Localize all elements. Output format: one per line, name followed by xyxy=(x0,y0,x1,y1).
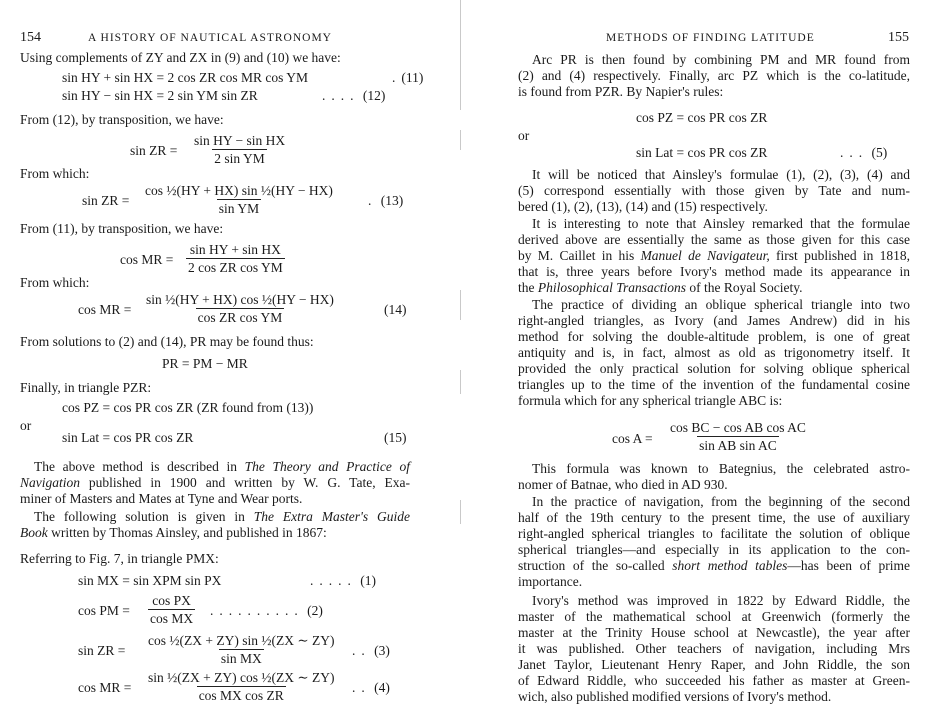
denominator: sin AB sin AC xyxy=(699,438,777,453)
left-page xyxy=(0,0,460,714)
fraction xyxy=(143,183,335,216)
text-line: that is, three years before Ivory's method made its appearance in xyxy=(518,264,910,279)
text-line: From (11), by transposition, we have: xyxy=(20,221,224,236)
text-line: Navigation published in 1900 and written by W. G. Tate, Exa- xyxy=(20,475,410,490)
text-line: In the practice of navigation, from the beginning of the second xyxy=(532,494,910,509)
numerator: sin ½(ZX + ZY) cos ½(ZX ∼ ZY) xyxy=(148,670,335,685)
equation-number: (15) xyxy=(384,430,407,445)
text-line: From which: xyxy=(20,275,90,290)
fraction xyxy=(186,242,285,275)
equation-number: .... (12) xyxy=(322,88,386,103)
equation: sin Lat = cos PR cos ZR xyxy=(636,145,768,160)
text-line: Ivory's method was improved in 1822 by Edward Riddle, the xyxy=(532,593,910,608)
text-line: importance. xyxy=(518,574,583,589)
text-line: by M. Caillet in his Manuel de Navigateur, first published in 1818, xyxy=(518,248,911,263)
paragraph xyxy=(518,593,910,705)
fraction xyxy=(144,292,336,325)
text-line: is found from PZR. By Napier's rules: xyxy=(518,84,724,99)
text-line: Referring to Fig. 7, in triangle PMX: xyxy=(20,551,219,566)
text-line: bered (1), (2), (13), (14) and (15) respectively. xyxy=(518,199,768,214)
equation: cos PZ = cos PR cos ZR (ZR found from (13)) xyxy=(62,400,314,415)
text-line: Finally, in triangle PZR: xyxy=(20,380,152,395)
denominator: sin MX xyxy=(220,651,262,666)
equation-lhs: cos MR = xyxy=(78,302,132,317)
text-line: Arc PR is then found by combining PM and MR found from xyxy=(532,52,910,67)
equation-number: .......... (2) xyxy=(210,603,323,618)
running-head: METHODS OF FINDING LATITUDE xyxy=(606,32,815,44)
text-line: or xyxy=(518,128,530,143)
fraction xyxy=(146,633,337,666)
text-line: derived above are essentially the same as those given for this case xyxy=(518,232,910,247)
paragraph xyxy=(20,459,410,507)
text-line: From (12), by transposition, we have: xyxy=(20,112,224,127)
denominator: 2 sin YM xyxy=(214,151,265,166)
text-line: miner of Masters and Mates at Tyne and Wear ports. xyxy=(20,491,303,506)
numerator: sin HY + sin HX xyxy=(189,242,281,257)
paragraph xyxy=(518,461,910,493)
equation: sin MX = sin XPM sin PX xyxy=(78,573,222,588)
equation-lhs: sin ZR = xyxy=(130,143,178,158)
equation-number: ..... (1) xyxy=(310,573,376,588)
text-line: struction of the so-called short method tables—has been of prime xyxy=(518,558,910,573)
paragraph xyxy=(518,494,910,590)
text-line: the Philosophical Transactions of the Royal Society. xyxy=(518,280,803,295)
text-line: It is interesting to note that Ainsley remarked that the formulae xyxy=(532,216,910,231)
equation-number: ... (5) xyxy=(840,145,888,160)
text-line: or xyxy=(20,418,32,433)
text-line: This formula was known to Bategnius, the celebrated astro- xyxy=(532,461,910,476)
text-line: From which: xyxy=(20,166,90,181)
numerator: cos ½(HY + HX) sin ½(HY − HX) xyxy=(145,183,333,198)
paragraph xyxy=(518,297,910,409)
equation-number: . (13) xyxy=(368,193,404,208)
equation: sin HY + sin HX = 2 cos ZR cos MR cos YM xyxy=(62,70,308,85)
text-line: (2) and (4) respectively. Finally, arc PZ which is the co-latitude, xyxy=(518,68,910,83)
running-head: A HISTORY OF NAUTICAL ASTRONOMY xyxy=(88,32,332,44)
text-line: triangles up to the time of the invention of the fundamental cosine xyxy=(518,377,910,392)
denominator: 2 cos ZR cos YM xyxy=(188,260,283,275)
denominator: cos ZR cos YM xyxy=(197,310,283,325)
equation-number: .. (4) xyxy=(352,680,390,695)
page-number: 154 xyxy=(20,30,41,45)
text-line: formula which for any spherical triangle ABC is: xyxy=(518,393,783,408)
equation-lhs: cos MR = xyxy=(120,252,174,267)
text-line: right-angled triangles, as Ivory (and James Andrew) did in his xyxy=(518,313,910,328)
paragraph xyxy=(518,52,910,100)
equation-number: .. (3) xyxy=(352,643,390,658)
equation: sin HY − sin HX = 2 sin YM sin ZR xyxy=(62,88,258,103)
fraction xyxy=(668,420,808,453)
numerator: cos BC − cos AB cos AC xyxy=(670,420,806,435)
right-page xyxy=(468,0,934,714)
text-line: The above method is described in The Theory and Practice of xyxy=(34,459,410,474)
page-number: 155 xyxy=(888,30,909,45)
text-line: From solutions to (2) and (14), PR may be found thus: xyxy=(20,334,314,349)
text-line: Book written by Thomas Ainsley, and published in 1867: xyxy=(20,525,327,540)
numerator: cos ½(ZX + ZY) sin ½(ZX ∼ ZY) xyxy=(148,633,335,648)
fraction xyxy=(148,593,195,626)
text-line: provided the only practical solution for solving oblique spherical xyxy=(518,361,910,376)
denominator: cos MX cos ZR xyxy=(198,688,284,703)
equation-number: .(11) xyxy=(392,70,424,85)
text-line: The following solution is given in The Extra Master's Guide xyxy=(34,509,410,524)
equation-lhs: sin ZR = xyxy=(78,643,126,658)
fraction xyxy=(146,670,337,703)
text-line: It will be noticed that Ainsley's formulae (1), (2), (3), (4) and xyxy=(532,167,910,182)
fraction xyxy=(192,133,287,166)
text-line: The practice of dividing an oblique spherical triangle into two xyxy=(532,297,910,312)
text-line: antiquity and is, in fact, almost as old as trigonometry itself. It xyxy=(518,345,910,360)
equation: PR = PM − MR xyxy=(162,356,248,371)
text-line: it was published. Other teachers of navigation, including Mrs xyxy=(518,641,910,656)
denominator: cos MX xyxy=(150,611,194,626)
text-line: of Edward Riddle, who succeeded his father as master at Green- xyxy=(518,673,910,688)
text-line: right-angled spherical triangles to facilitate the solution of oblique xyxy=(518,526,910,541)
text-line: method for solving the double-altitude problem, is one of great xyxy=(518,329,910,344)
paragraph xyxy=(518,216,910,296)
text-line: master at the Trinity House school at Newcastle), the year after xyxy=(518,625,910,640)
denominator: sin YM xyxy=(218,201,260,216)
paragraph xyxy=(518,167,910,215)
numerator: sin HY − sin HX xyxy=(194,133,286,148)
equation-lhs: sin ZR = xyxy=(82,193,130,208)
paragraph xyxy=(20,509,410,541)
equation-lhs: cos PM = xyxy=(78,603,130,618)
text-line: nomer of Batnae, who died in AD 930. xyxy=(518,477,728,492)
text-line: Janet Taylor, Lieutenant Henry Raper, and John Riddle, the son xyxy=(518,657,910,672)
numerator: sin ½(HY + HX) cos ½(HY − HX) xyxy=(146,292,334,307)
equation: cos PZ = cos PR cos ZR xyxy=(636,110,768,125)
text-line: Using complements of ZY and ZX in (9) and (10) we have: xyxy=(20,50,341,65)
text-line: wich, also published modified versions of Ivory's method. xyxy=(518,689,832,704)
equation: sin Lat = cos PR cos ZR xyxy=(62,430,194,445)
text-line: master of the mathematical school at Greenwich (formerly the xyxy=(518,609,910,624)
text-line: half of the 19th century to the present time, the use of auxiliary xyxy=(518,510,910,525)
text-line: spherical triangles—and especially in its application to the con- xyxy=(518,542,910,557)
numerator: cos PX xyxy=(152,593,191,608)
text-line: (5) correspond essentially with those given by Tate and num- xyxy=(518,183,910,198)
equation-lhs: cos A = xyxy=(612,431,653,446)
equation-lhs: cos MR = xyxy=(78,680,132,695)
equation-number: (14) xyxy=(384,302,407,317)
